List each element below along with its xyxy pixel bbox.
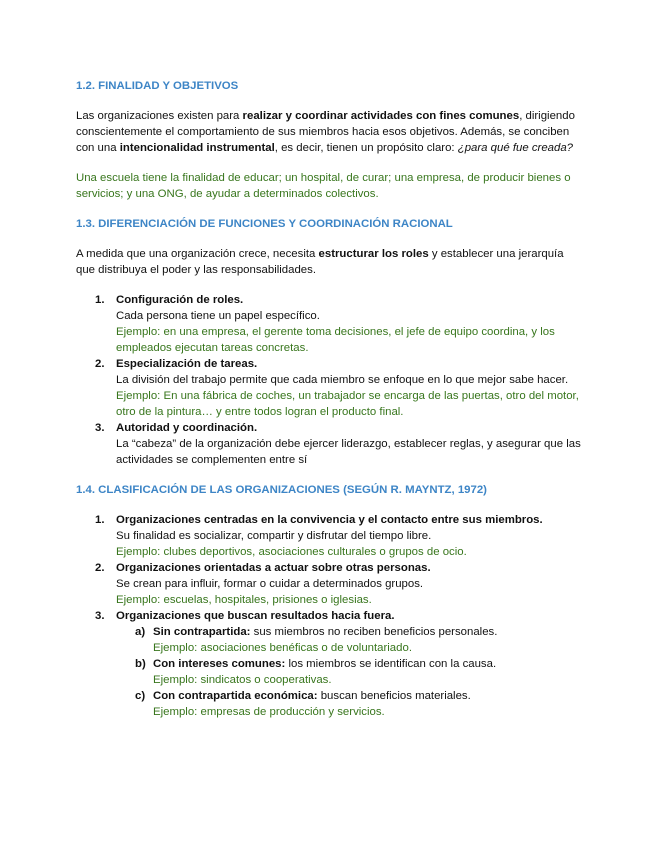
sub-item-title: Con contrapartida económica:: [153, 690, 318, 702]
heading-diferenciacion: 1.3. DIFERENCIACIÓN DE FUNCIONES Y COORDINACIÓN RACIONAL: [76, 218, 453, 230]
list-item: [76, 420, 581, 468]
item-number: 3.: [95, 422, 105, 434]
heading-clasificacion: 1.4. CLASIFICACIÓN DE LAS ORGANIZACIONES (SEGÚN R. MAYNTZ, 1972): [76, 484, 487, 496]
list-item: [76, 292, 581, 356]
item-text: La “cabeza” de la organización debe ejercer liderazgo, establecer reglas, y asegurar que las actividades se complementen entre sí: [116, 438, 581, 466]
list-item: [76, 356, 581, 420]
item-number: 3.: [95, 610, 105, 622]
sub-item-title: Sin contrapartida:: [153, 626, 251, 638]
sub-item-letter: a): [135, 626, 146, 638]
item-number: 1.: [95, 514, 105, 526]
example-finalidad: Una escuela tiene la finalidad de educar; un hospital, de curar; una empresa, de producir bienes o servicios; y una ONG, de ayudar a determinados colectivos.: [76, 172, 571, 200]
heading-finalidad: 1.2. FINALIDAD Y OBJETIVOS: [76, 80, 239, 92]
sub-item-example: Ejemplo: asociaciones benéficas o de voluntariado.: [153, 642, 412, 654]
document-page: [76, 70, 581, 720]
sub-item-example: Ejemplo: empresas de producción y servicios.: [153, 706, 385, 718]
item-text: La división del trabajo permite que cada miembro se enfoque en lo que mejor sabe hacer.: [116, 374, 569, 386]
sub-item: [116, 688, 581, 720]
roles-list: [76, 292, 581, 468]
item-title: Autoridad y coordinación.: [116, 422, 258, 434]
text: A medida que una organización crece, necesita: [76, 248, 319, 260]
text: , es decir, tienen un propósito claro:: [274, 142, 458, 154]
list-item: [76, 512, 581, 560]
item-number: 1.: [95, 294, 105, 306]
item-text: Su finalidad es socializar, compartir y disfrutar del tiempo libre.: [116, 530, 432, 542]
sub-item-letter: c): [135, 690, 146, 702]
bold-text: intencionalidad instrumental: [119, 142, 275, 154]
item-title: Organizaciones centradas en la convivencia y el contacto entre sus miembros.: [116, 514, 543, 526]
italic-text: ¿para qué fue creada?: [457, 142, 574, 154]
sub-item-text: los miembros se identifican con la causa.: [285, 658, 497, 670]
item-title: Organizaciones que buscan resultados hacia fuera.: [116, 610, 395, 622]
sub-item: [116, 656, 581, 688]
item-title: Configuración de roles.: [116, 294, 244, 306]
item-number: 2.: [95, 358, 105, 370]
item-example: Ejemplo: en una empresa, el gerente toma decisiones, el jefe de equipo coordina, y los empleados ejecutan tareas concretas.: [116, 326, 555, 354]
list-item: [76, 560, 581, 608]
text: Las organizaciones existen para: [76, 110, 243, 122]
item-example: Ejemplo: En una fábrica de coches, un trabajador se encarga de las puertas, otro del motor, otro de la pintura… y entre todos logran el producto final.: [116, 390, 579, 418]
item-number: 2.: [95, 562, 105, 574]
sub-item-example: Ejemplo: sindicatos o cooperativas.: [153, 674, 332, 686]
item-example: Ejemplo: escuelas, hospitales, prisiones o iglesias.: [116, 594, 372, 606]
text: y establecer una jerarquía que distribuya el poder y las responsabilidades.: [76, 248, 564, 276]
text: , dirigiendo conscientemente el comportamiento de sus miembros hacia esos objetivos. Además, se conciben con una: [76, 110, 575, 154]
sub-item-text: buscan beneficios materiales.: [317, 690, 471, 702]
sub-item-text: sus miembros no reciben beneficios personales.: [250, 626, 498, 638]
paragraph-finalidad: [76, 108, 581, 156]
bold-text: estructurar los roles: [318, 248, 429, 260]
list-item: [76, 608, 581, 720]
sub-item-letter: b): [135, 658, 146, 670]
classification-list: [76, 512, 581, 720]
item-title: Especialización de tareas.: [116, 358, 258, 370]
item-text: Se crean para influir, formar o cuidar a determinados grupos.: [116, 578, 424, 590]
sub-item-title: Con intereses comunes:: [153, 658, 286, 670]
item-example: Ejemplo: clubes deportivos, asociaciones culturales o grupos de ocio.: [116, 546, 467, 558]
sub-item: [116, 624, 581, 656]
paragraph-diferenciacion: [76, 246, 581, 278]
item-text: Cada persona tiene un papel específico.: [116, 310, 320, 322]
bold-text: realizar y coordinar actividades con fines comunes: [242, 110, 520, 122]
item-title: Organizaciones orientadas a actuar sobre otras personas.: [116, 562, 431, 574]
